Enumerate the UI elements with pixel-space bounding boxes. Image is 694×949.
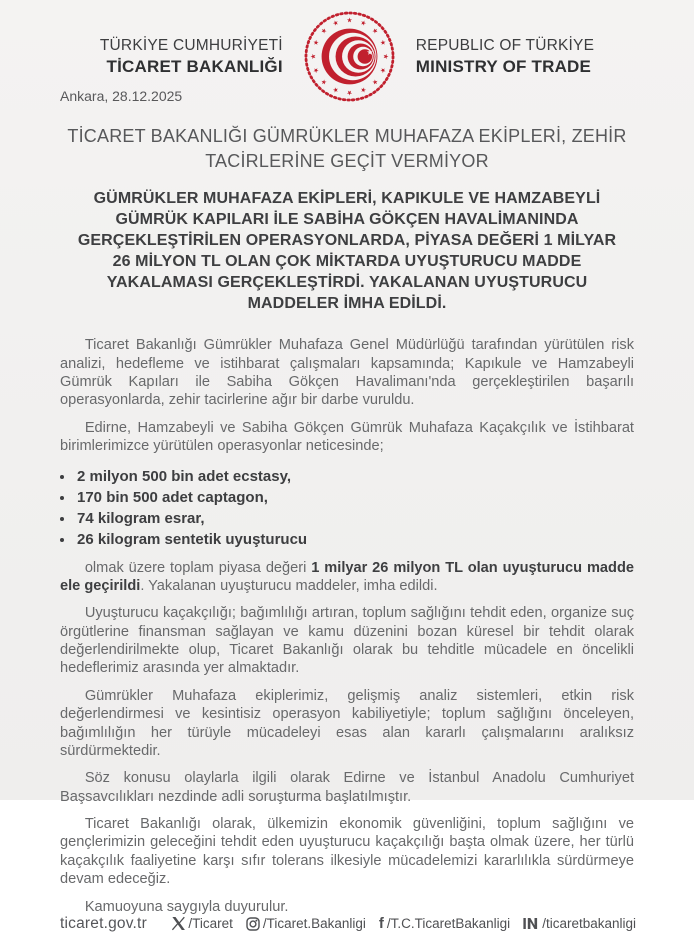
paragraph-zero-tolerance: Ticaret Bakanlığı olarak, ülkemizin ekonomik güvenliğini, toplum sağlığını ve gençlerimizin geleceğini tehdit eden uyuşturucu kaçakçılığı başta olmak üzere, her türlü kaçakçılık faaliyetine karşı sıfır tolerans ilkesiyle mücadelemizi kararlılıkla sürdürmeye devam edeceğiz. — [60, 816, 634, 888]
social-handle: /Ticaret.Bakanligi — [262, 916, 366, 932]
ministry-line-en: MINISTRY OF TRADE — [415, 56, 592, 76]
release-body — [0, 327, 694, 914]
ministry-line-tr: TİCARET BAKANLIĞI — [106, 56, 283, 76]
paragraph-judicial-process: Söz konusu olaylarla ilgili olarak Edirne ve İstanbul Anadolu Cumhuriyet Başsavcılıkları nezdinde adli soruşturma başlatılmıştır. — [60, 770, 634, 805]
social-handle: /ticaretbakanligi — [542, 916, 636, 932]
dateline: Ankara, 28.12.2025 — [60, 88, 183, 104]
closing-line: Kamuoyuna saygıyla duyurulur. — [84, 898, 289, 915]
instagram-icon — [246, 917, 260, 931]
nsosyal-icon — [523, 917, 539, 930]
social-handle: /Ticaret — [188, 916, 233, 932]
list-item: • 2 milyon 500 bin adet ecstasy, — [75, 466, 634, 487]
lead-summary: GÜMRÜKLER MUHAFAZA EKİPLERİ, KAPIKULE VE HAMZABEYLİ GÜMRÜK KAPILARI İLE SABİHA GÖKÇEN HAVALİMANINDA GERÇEKLEŞTİRİLEN OPERASYONLARDA, PİYASA DEĞERİ 1 MİLYAR 26 MİLYON TL OLAN ÇOK MİKTARDA UYUŞTURUCU MADDE YAKALAMASI GERÇEKLEŞTİRDİ. YAKALANAN UYUŞTURUCU MADDELER İMHA EDİLDİ. — [77, 189, 617, 313]
paragraph-risk-analysis: Ticaret Bakanlığı Gümrükler Muhafaza Genel Müdürlüğü tarafından yürütülen risk analizi, hedefleme ve istihbarat çalışmaları kapsamında; Kapıkule ve Hamzabeyli Gümrük Kapıları ile Sabiha Gökçen Havalimanı'nda gerçekleştirilen başarılı operasyonlarda, zehir tacirlerine ağır bir darbe vuruldu. — [60, 337, 634, 409]
total-value-prefix: olmak üzere toplam piyasa değeri — [84, 559, 312, 576]
facebook-icon: f — [378, 915, 384, 933]
total-value-suffix: . Yakalanan uyuşturucu maddeler, imha edildi. — [140, 577, 438, 594]
social-link-facebook[interactable] — [379, 916, 510, 931]
social-link-instagram[interactable] — [246, 916, 366, 931]
page-title: TİCARET BAKANLIĞI GÜMRÜKLER MUHAFAZA EKİPLERİ, ZEHİR TACİRLERİNE GEÇİT VERMİYOR — [67, 126, 627, 171]
ministry-name-turkish — [100, 36, 283, 77]
paragraph-capabilities: Gümrükler Muhafaza ekiplerimiz, gelişmiş analiz sistemleri, etkin risk değerlendirmesi ve kesintisiz operasyon kabiliyetiyle; toplum sağlığını önceleyen, bağımlılığın her türüyle mücadeleyi esas alan kararlı çalışmalarını aralıksız sürdürmektedir. — [60, 687, 634, 759]
republic-line-tr: TÜRKİYE CUMHURİYETİ — [99, 37, 283, 55]
footer — [0, 915, 694, 949]
paragraph-threat-assessment: Uyuşturucu kaçakçılığı; bağımlılığı artıran, toplum sağlığını tehdit eden, organize suç örgütlerine finansman sağlayan ve kamu düzenini bozan küresel bir tehdit olarak değerlendirilmekte olup, Ticaret Bakanlığı olarak bu tehditle mücadele en öncelikli hedeflerimiz arasında yer almaktadır. — [60, 605, 634, 677]
list-item: • 74 kilogram esrar, — [75, 508, 634, 529]
paragraph-total-value — [60, 559, 634, 596]
x-icon — [172, 917, 185, 930]
paragraph-operations-intro: Edirne, Hamzabeyli ve Sabiha Gökçen Gümrük Muhafaza Kaçakçılık ve İstihbarat birimlerimizce yürütülen operasyonlar neticesinde; — [60, 419, 634, 455]
ministry-name-english — [416, 36, 594, 77]
republic-line-en: REPUBLIC OF TÜRKİYE — [415, 37, 595, 55]
total-value-bold: 1 milyar 26 milyon TL olan uyuşturucu madde ele geçirildi — [60, 559, 634, 594]
website-link[interactable]: ticaret.gov.tr — [60, 914, 147, 932]
list-item: • 26 kilogram sentetik uyuşturucu — [75, 529, 634, 550]
seizure-list — [60, 466, 634, 550]
social-handle: /T.C.TicaretBakanligi — [386, 916, 511, 932]
social-links — [172, 916, 636, 931]
social-link-x[interactable] — [172, 916, 233, 931]
social-link-nsosyal[interactable] — [523, 916, 636, 931]
list-item: • 170 bin 500 adet captagon, — [75, 487, 634, 508]
